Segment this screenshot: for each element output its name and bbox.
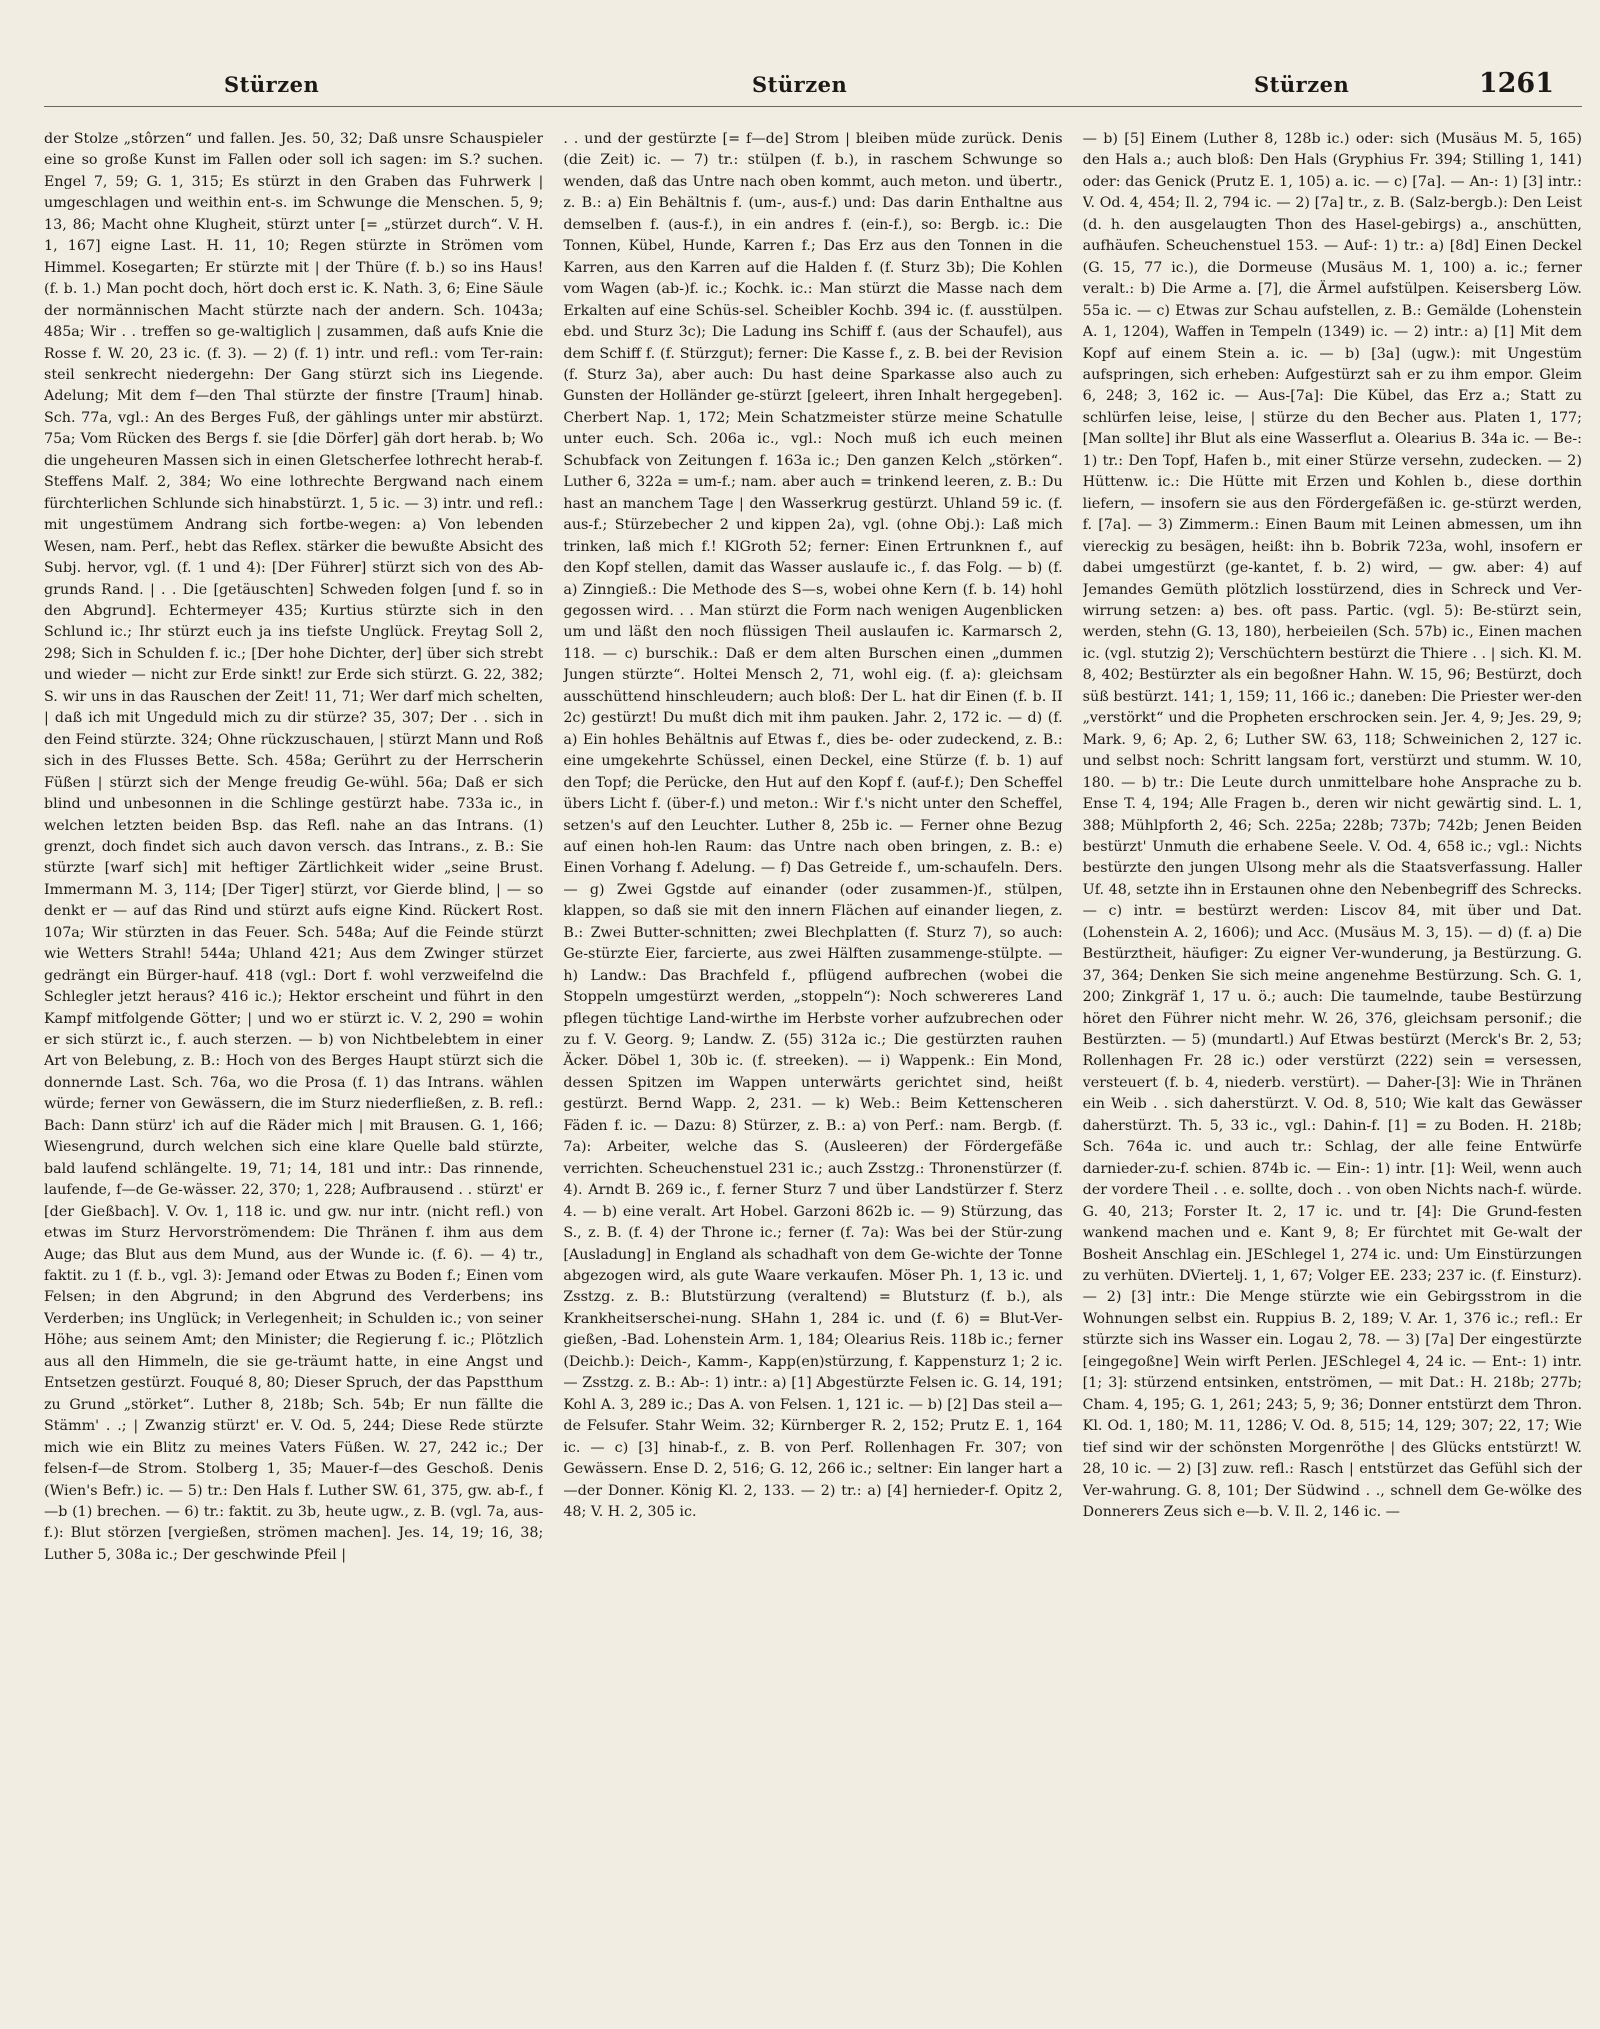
column-middle — [563, 129, 1062, 2019]
running-head-left: Stürzen — [224, 72, 320, 97]
column-text: der Stolze „stôrzen“ und fallen. Jes. 50, 32; Daß unsre Schauspieler eine so große Kunst im Fallen oder soll ich sagen: im S.? suchen. Engel 7, 59; G. 1, 315; Es stürzt in den Graben das Fuhrwerk | umgeschlagen und weithin ent-s. im Schwunge die Menschen. 5, 9; 13, 86; Macht ohne Klugheit, stürzt unter [= „stürzet durch“. V. H. 1, 167] eigne Last. H. 11, 10; Regen stürzte in Strömen vom Himmel. Kosegarten; Er stürzte mit | der Thüre (f. b.) so ins Haus! (f. b. 1.) Man pocht doch, hört doch erst ic. K. Nath. 3, 6; Eine Säule der normännischen Macht stürzte nach der andern. Sch. 1043a; 485a; Wir . . treffen so ge-waltiglich | zusammen, daß aufs Knie die Rosse f. W. 20, 23 ic. (f. 3). — 2) (f. 1) intr. und refl.: vom Ter-rain: steil senkrecht niedergehn: Der Gang stürzt sich ins Liegende. Adelung; Mit dem f—den Thal stürzte der finstre [Traum] hinab. Sch. 77a, vgl.: An des Berges Fuß, der gählings unter mir abstürzt. 75a; Vom Rücken des Bergs f. sie [die Dörfer] gäh dort herab. b; Wo die ungeheuren Massen sich in einen Gletscherfee lothrecht herab-f. Steffens Malf. 2, 384; Wo eine lothrechte Bergwand nach einem fürchterlichen Schlunde sich hinabstürzt. 1, 5 ic. — 3) intr. und refl.: mit ungestümem Andrang sich fortbe-wegen: a) Von lebenden Wesen, nam. Perf., hebt das Reflex. stärker die bewußte Absicht des Subj. hervor, vgl. (f. 1 und 4): [Der Führer] stürzt sich von des Ab-grunds Rand. | . . Die [getäuschten] Schweden folgen [und f. so in den Abgrund]. Echtermeyer 435; Kurtius stürzte sich in den Schlund ic.; Ihr stürzt euch ja ins tiefste Unglück. Freytag Soll 2, 298; Sich in Schulden f. ic.; [Der hohe Dichter, der] über sich strebt und wieder — nicht zur Erde sinkt! zur Erde sich stürzt. G. 22, 382; S. wir uns in das Rauschen der Zeit! 11, 71; Wer darf mich schelten, | daß ich mit Ungeduld mich zu dir stürze? 35, 307; Der . . sich in den Feind stürzte. 324; Ohne rückzuschauen, | stürzt Mann und Roß sich in des Flusses Bette. Sch. 458a; Gerührt zu der Herrscherin Füßen | stürzt sich der Menge freudig Ge-wühl. 56a; Daß er sich blind und unbesonnen in die Schlinge gestürzt habe. 733a ic., in welchen letzten beiden Bsp. das Refl. nahe an das Intrans. (1) grenzt, doch findet sich auch davon versch. das Intrans., z. B.: Sie stürzte [warf sich] mit heftiger Zärtlichkeit wider „seine Brust. Immermann M. 3, 114; [Der Tiger] stürzt, vor Gierde blind, | — so denkt er — auf das Rind und stürzt aufs eigne Kind. Rückert Rost. 107a; Wir stürzten in das Feuer. Sch. 548a; Auf die Feinde stürzt wie Wetters Strahl! 544a; Uhland 421; Aus dem Zwinger stürzet gedrängt ein Bürger-hauf. 418 (vgl.: Dort f. wohl verzweifelnd die Schlegler jetzt heraus? 416 ic.); Hektor erscheint und führt in den Kampf mitfolgende Götter; | und wo er stürzt ic. V. 2, 290 = wohin er sich stürzt ic., f. auch sterzen. — b) von Nichtbelebtem in einer Art von Belebung, z. B.: Hoch von des Berges Haupt stürzt sich die donnernde Last. Sch. 76a, wo die Prosa (f. 1) das Intrans. wählen würde; ferner von Gewässern, die im Sturz niederfließen, z. B. refl.: Bach: Dann stürz' ich auf die Räder mich | mit Brausen. G. 1, 166; Wiesengrund, durch welchen sich eine klare Quelle bald stürzte, bald laufend schlängelte. 19, 71; 14, 181 und intr.: Das rinnende, laufende, f—de Ge-wässer. 22, 370; 1, 228; Aufbrausend . . stürzt' er [der Gießbach]. V. Ov. 1, 118 ic. und gw. nur intr. (nicht refl.) von etwas im Sturz Hervorströmendem: Die Thränen f. ihm aus dem Auge; das Blut aus dem Mund, aus der Wunde ic. (f. 6). — 4) tr., faktit. zu 1 (f. b., vgl. 3): Jemand oder Etwas zu Boden f.; Einen vom Felsen; in den Abgrund; in den Abgrund des Verderbens; ins Verderben; ins Unglück; in Verlegenheit; in Schulden ic.; von seiner Höhe; aus seinem Amt; den Minister; die Regierung f. ic.; Plötzlich aus all den Himmeln, die sie ge-träumt hatte, in eine Angst und Entsetzen gestürzt. Fouqué 8, 80; Dieser Spruch, der das Papstthum zu Grund „störket“. Luther 8, 218b; Sch. 54b; Er nun fällte die Stämm' . .; | Zwanzig stürzt' er. V. Od. 5, 244; Diese Rede stürzte mich wie ein Blitz zu meines Vaters Füßen. W. 27, 242 ic.; Der felsen-f—de Strom. Stolberg 1, 35; Mauer-f—des Geschoß. Denis (Wien's Befr.) ic. — 5) tr.: Den Hals f. Luther SW. 61, 375, gw. ab-f., f—b (1) brechen. — 6) tr.: faktit. zu 3b, heute ugw., z. B. (vgl. 7a, aus-f.): Blut störzen [vergießen, strömen machen]. Jes. 14, 19; 16, 38; Luther 5, 308a ic.; Der geschwinde Pfeil | — [44, 131, 544, 1563]
text-columns — [44, 129, 1582, 2019]
column-right — [1083, 129, 1582, 2019]
page-number: 1261 — [1478, 68, 1554, 99]
column-text: . . und der gestürzte [= f—de] Strom | bleiben müde zurück. Denis (die Zeit) ic. — 7) tr.: stülpen (f. b.), in raschem Schwunge so wenden, daß das Untre nach oben kommt, auch meton. und übertr., z. B.: a) Ein Behältnis f. (um-, aus-f.) und: Das darin Enthaltne aus demselben f. (aus-f.), in ein andres f. (ein-f.), so: Bergb. ic.: Die Tonnen, Kübel, Hunde, Karren f.; Das Erz aus den Tonnen in die Karren, aus den Karren auf die Halden f. (f. Sturz 3b); Die Kohlen vom Wagen (ab-)f. ic.; Kochk. ic.: Man stürzt die Masse nach dem Erkalten auf eine Schüs-sel. Scheibler Kochb. 394 ic. (f. ausstülpen. ebd. und Sturz 3c); Die Ladung ins Schiff f. (aus der Schaufel), aus dem Schiff f. (f. Stürzgut); ferner: Die Kasse f., z. B. bei der Revision (f. Sturz 3a), aber auch: Du hast deine Sparkasse also auch zu Gunsten der Holländer ge-stürzt [geleert, ihren Inhalt hergegeben]. Cherbert Nap. 1, 172; Mein Schatzmeister stürze meine Schatulle unter euch. Sch. 206a ic., vgl.: Noch muß ich euch meinen Schubfack von Zeitungen f. 163a ic.; Den ganzen Kelch „störken“. Luther 6, 322a = um-f.; nam. aber auch = trinkend leeren, z. B.: Du hast an manchem Tage | den Wasserkrug gestürzt. Uhland 59 ic. (f. aus-f.; Stürzebecher 2 und kippen 2a), vgl. (ohne Obj.): Laß mich trinken, laß mich f.! KlGroth 52; ferner: Einen Ertrunknen f., auf den Kopf stellen, damit das Wasser auslaufe ic., f. das Folg. — b) (f. a) Zinngieß.: Die Methode des S—s, wobei ohne Kern (f. b. 14) hohl gegossen wird. . . Man stürzt die Form nach wenigen Augenblicken um und läßt den noch flüssigen Theil auslaufen ic. Karmarsch 2, 118. — c) burschik.: Daß er dem alten Burschen einen „dummen Jungen stürzte“. Holtei Mensch 2, 71, wohl eig. (f. a): gleichsam ausschüttend hinschleudern; auch bloß: Der L. hat dir Einen (f. b. II 2c) gestürzt! Du mußt dich mit ihm pauken. Jahr. 2, 172 ic. — d) (f. a) Ein hohles Behältnis auf Etwas f., dies be- oder zudeckend, z. B.: eine umgekehrte Schüssel, einen Deckel, eine Stürze (f. b. 1) auf den Topf; die Perücke, den Hut auf den Kopf f. (auf-f.); Den Scheffel übers Licht f. (über-f.) und meton.: Wir f.'s nicht unter den Scheffel, setzen's auf den Leuchter. Luther 8, 25b ic. — Ferner ohne Bezug auf einen hoh-len Raum: das Untre nach oben bringen, z. B.: e) Einen Vorhang f. Adelung. — f) Das Getreide f., um-schaufeln. Ders. — g) Zwei Ggstde auf einander (oder zusammen-)f., stülpen, klappen, so daß sie mit den innern Flächen auf einander liegen, z. B.: Zwei Butter-schnitten; zwei Blechplatten (f. Sturz 7), so auch: Ge-stürzte Eier, farcierte, aus zwei Hälften zusammenge-stülpte. — h) Landw.: Das Brachfeld f., pflügend aufbrechen (wobei die Stoppeln umgestürzt werden, „stoppeln“): Noch schwereres Land pflegen tüchtige Land-wirthe im Herbste vorher aufzubrechen oder zu f. V. Georg. 9; Landw. Z. (55) 312a ic.; Die gestürzten rauhen Äcker. Döbel 1, 30b ic. (f. streeken). — i) Wappenk.: Ein Mond, dessen Spitzen im Wappen unterwärts gerichtet sind, heißt gestürzt. Bernd Wapp. 2, 231. — k) Web.: Beim Kettenscheren Fäden f. ic. — Dazu: 8) Stürzer, z. B.: a) von Perf.: nam. Bergb. (f. 7a): Arbeiter, welche das S. (Ausleeren) der Fördergefäße verrichten. Scheuchenstuel 231 ic.; auch Zsstzg.: Thronenstürzer (f. 4). Arndt B. 269 ic., f. ferner Sturz 7 und über Landstürzer f. Sterz 4. — b) eine veralt. Art Hobel. Garzoni 862b ic. — 9) Stürzung, das S., z. B. (f. 4) der Throne ic.; ferner (f. 7a): Was bei der Stür-zung [Ausladung] in England als schadhaft von dem Ge-wichte der Tonne abgezogen wird, als gute Waare verkaufen. Möser Ph. 1, 13 ic. und Zsstzg. z. B.: Blutstürzung (veraltend) = Blutsturz (f. b.), als Krankheitserschei-nung. SHahn 1, 284 ic. und (f. 6) = Blut-Ver-gießen, -Bad. Lohenstein Arm. 1, 184; Olearius Reis. 118b ic.; ferner (Deichb.): Deich-, Kamm-, Kapp(en)stürzung, f. Kappensturz 1; 2 ic. — Zsstzg. z. B.: Ab-: 1) intr.: a) [1] Abgestürzte Felsen ic. G. 14, 191; Kohl A. 3, 289 ic.; Das A. von Felsen. 1, 121 ic. — b) [2] Das steil a—de Felsufer. Stahr Weim. 32; Kürnberger R. 2, 152; Prutz E. 1, 164 ic. — c) [3] hinab-f., z. B. von Perf. Rollenhagen Fr. 307; von Gewässern. Ense D. 2, 516; G. 12, 266 ic.; seltner: Ein langer hart a—der Donner. König Kl. 2, 133. — 2) tr.: a) [4] hernieder-f. Opitz 2, 48; V. H. 2, 305 ic. — [563, 131, 1063, 1520]
running-header — [44, 66, 1582, 107]
running-head-center: Stürzen — [752, 72, 848, 97]
column-text: — b) [5] Einem (Luther 8, 128b ic.) oder: sich (Musäus M. 5, 165) den Hals a.; auch bloß: Den Hals (Gryphius Fr. 394; Stilling 1, 141) oder: das Genick (Prutz E. 1, 105) a. ic. — c) [7a]. — An-: 1) [3] intr.: V. Od. 4, 454; Il. 2, 794 ic. — 2) [7a] tr., z. B. (Salz-bergb.): Den Leist (d. h. den ausgelaugten Thon des Hasel-gebirgs) a., anschütten, aufhäufen. Scheuchenstuel 153. — Auf-: 1) tr.: a) [8d] Einen Deckel (G. 15, 77 ic.), die Dormeuse (Musäus M. 1, 100) a. ic.; ferner veralt.: b) Die Arme a. [7], die Ärmel aufstülpen. Keisersberg Löw. 55a ic. — c) Etwas zur Schau aufstellen, z. B.: Gemälde (Lohenstein A. 1, 1204), Waffen in Tempeln (1349) ic. — 2) intr.: a) [1] Mit dem Kopf auf einem Stein a. ic. — b) [3a] (ugw.): mit Ungestüm aufspringen, sich erheben: Aufgestürzt sah er zu ihm empor. Gleim 6, 248; 3, 162 ic. — Aus-[7a]: Die Kübel, das Erz a.; Statt zu schlürfen leise, leise, | stürze du den Becher aus. Platen 1, 177; [Man sollte] ihr Blut als eine Wasserflut a. Olearius B. 34a ic. — Be-: 1) tr.: Den Topf, Hafen b., mit einer Stürze versehn, zudecken. — 2) Hüttenw. ic.: Die Hütte mit Erzen und Kohlen b., diese dorthin liefern, — insofern sie aus den Fördergefäßen ic. ge-stürzt werden, f. [7a]. — 3) Zimmerm.: Einen Baum mit Leinen abmessen, um ihn viereckig zu besägen, heißt: ihn b. Bobrik 723a, wohl, insofern er dabei umgestürzt (ge-kantet, f. b. 2) wird, — gw. aber: 4) auf Jemandes Gemüth plötzlich losstürzend, dies in Schreck und Ver-wirrung setzen: a) bes. oft pass. Partic. (vgl. 5): Be-stürzt sein, werden, stehn (G. 13, 180), herbeieilen (Sch. 57b) ic., Einen machen ic. (vgl. stutzig 2); Verschüchtern bestürzt die Thiere . . | sich. Kl. M. 8, 402; Bestürzter als ein begoßner Hahn. W. 15, 96; Bestürzt, doch süß bestürzt. 141; 1, 159; 11, 166 ic.; daneben: Die Priester wer-den „verstörkt“ und die Propheten erschrocken sein. Jer. 4, 9; Jes. 29, 9; Mark. 9, 6; Ap. 2, 6; Luther SW. 63, 118; Schweinichen 2, 127 ic. und selbst noch: Schritt langsam fort, verstürzt und stumm. W. 10, 180. — b) tr.: Die Leute durch unmittelbare hohe Ansprache zu b. Ense T. 4, 194; Alle Fragen b., deren wir nicht gewärtig sind. L. 1, 388; Mühlpforth 2, 46; Sch. 225a; 228b; 737b; 742b; Jenen Beiden bestürzt' Unmuth die erhabene Seele. V. Od. 4, 658 ic.; vgl.: Nichts bestürzte den jungen Ulsong mehr als die Staatsverfassung. Haller Uf. 48, setzte ihn in Erstaunen ohne den Nebenbegriff des Schrecks. — c) intr. = bestürzt werden: Liscov 84, mit über und Dat. (Lohenstein A. 2, 1606); und Acc. (Musäus M. 3, 15). — d) (f. a) Die Bestürztheit, häufiger: Zu eigner Ver-wunderung, ja Bestürzung. G. 37, 364; Denken Sie sich meine angenehme Bestürzung. Sch. G. 1, 200; Zinkgräf 1, 17 u. ö.; auch: Die taumelnde, taube Bestürzung höret den Führer nicht mehr. W. 26, 376, gleichsam personif.; die Bestürzten. — 5) (mundartl.) Auf Etwas bestürzt (Merck's Br. 2, 53; Rollenhagen Fr. 28 ic.) oder verstürzt (222) sein = versessen, versteuert (f. b. 4, niederb. verstürt). — Daher-[3]: Wie in Thränen ein Weib . . sich daherstürzt. V. Od. 8, 510; Wie kalt das Gewässer daherstürzt. Th. 5, 33 ic., vgl.: Dahin-f. [1] = zu Boden. H. 218b; Sch. 764a ic. und auch tr.: Schlag, der alle feine Entwürfe darnieder-zu-f. schien. 874b ic. — Ein-: 1) intr. [1]: Weil, wenn auch der vordere Theil . . e. sollte, doch . . von oben Nichts nach-f. würde. G. 40, 213; Forster It. 2, 17 ic. und tr. [4]: Die Grund-festen wankend machen und e. Kant 9, 8; Er fürchtet mit Ge-walt der Bosheit Anschlag ein. JESchlegel 1, 274 ic. und: Um Einstürzungen zu verhüten. DViertelj. 1, 1, 67; Volger EE. 233; 237 ic. (f. Einsturz). — 2) [3] intr.: Die Menge stürzte wie ein Gebirgsstrom in die Wohnungen selbst ein. Ruppius B. 2, 189; V. Ar. 1, 376 ic.; refl.: Er stürzte sich ins Wasser ein. Logau 2, 78. — 3) [7a] Der eingestürzte [eingegoßne] Wein wirft Perlen. JESchlegel 4, 24 ic. — Ent-: 1) intr. [1; 3]: stürzend entsinken, entströmen, — mit Dat.: H. 218b; 277b; Cham. 4, 195; G. 1, 261; 243; 5, 9; 36; Donner entstürzt dem Thron. Kl. Od. 1, 180; M. 11, 1286; V. Od. 8, 515; 14, 129; 307; 22, 17; Wie tief sind wir der schönsten Morgenröthe | des Glücks entstürzt! W. 28, 10 ic. — 2) [3] zuw. refl.: Rasch | entstürzet das Gefühl sich der Ver-wahrung. G. 8, 101; Der Südwind . ., schnell dem Ge-wölke des Donnerers Zeus sich e—b. V. Il. 2, 146 ic. — — [1082, 131, 1582, 1520]
running-head-right: Stürzen — [1254, 72, 1350, 97]
column-left — [44, 129, 543, 2019]
